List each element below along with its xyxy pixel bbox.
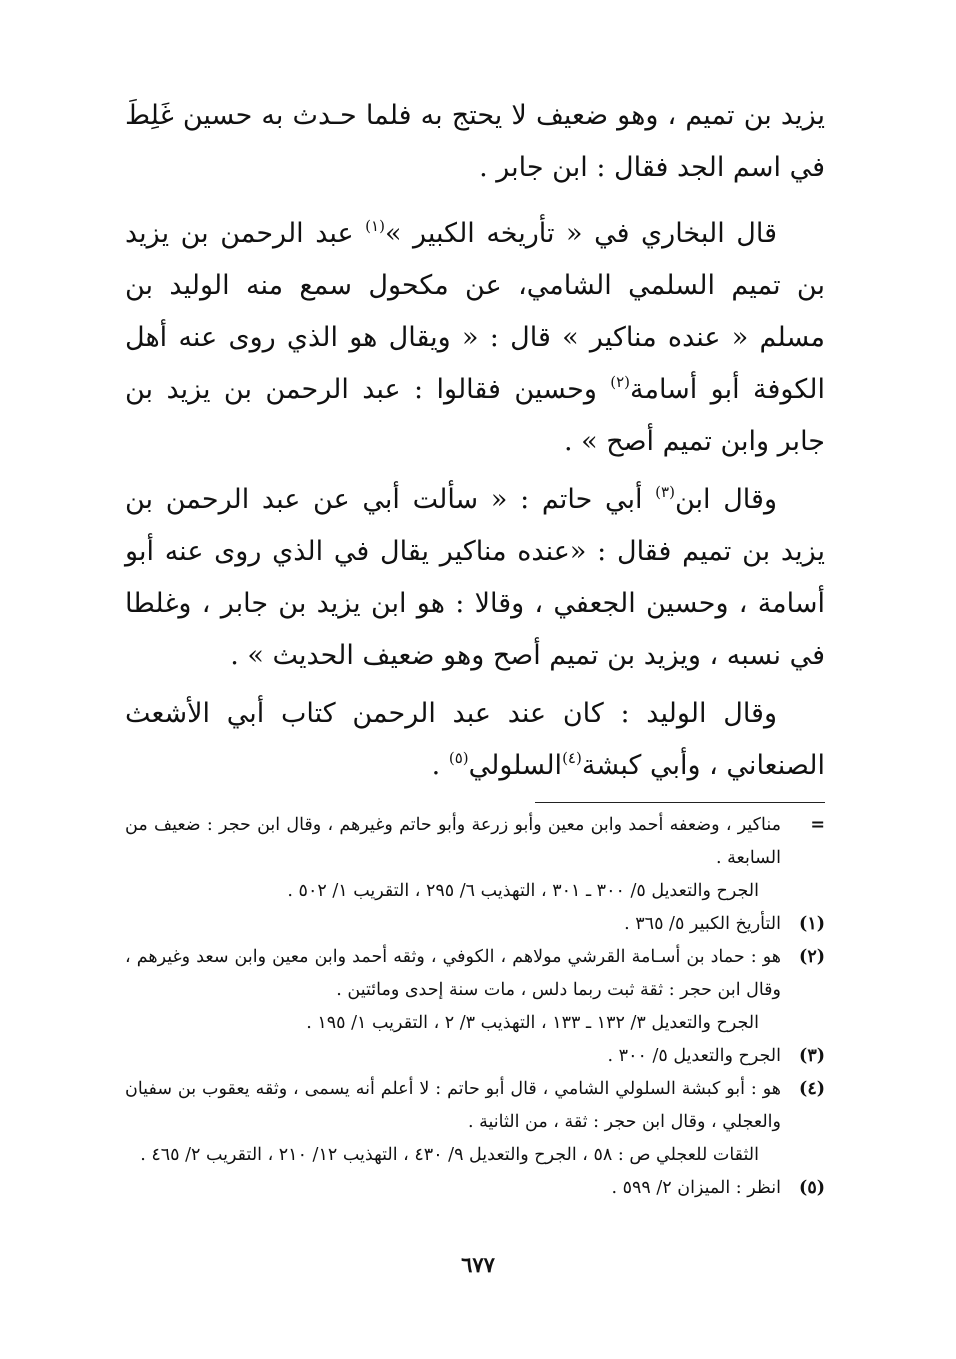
page-number: ٦٧٧ [461, 1252, 495, 1277]
footnote-text: هو : أبو كبشة السلولي الشامي ، قال أبو حاتم : لا أعلم أنه يسمى ، وثقه يعقوب بن سفيان والعجلي ، وقال ابن حجر : ثقة ، من الثانية . [125, 1079, 781, 1132]
footnote-source: الجرح والتعديل ٣/ ١٣٢ ـ ١٣٣ ، التهذيب ٣/ ٢ ، التقريب ١/ ١٩٥ . [306, 1013, 759, 1033]
footnote-continued [125, 809, 825, 908]
paragraph-3 [125, 474, 825, 682]
paragraph-1-text: يزيد بن تميم ، وهو ضعيف لا يحتج به فلما حـدث به حسين غَلِطَ في اسم الجد فقال : ابن جابر . [125, 100, 825, 183]
paragraph-4-part-a: وقال الوليد : كان عند عبد الرحمن كتاب أبي الأشعث الصنعاني ، وأبي كبشة [125, 698, 825, 781]
footnote-marker: = [810, 815, 825, 835]
footnote-text: انظر : الميزان ٢/ ٥٩٩ . [611, 1178, 781, 1198]
paragraph-4 [125, 688, 825, 792]
paragraph-2 [125, 208, 825, 468]
footnote-marker: (٣) [799, 1046, 825, 1066]
paragraph-4-part-b: السلولي [468, 750, 563, 781]
footnote-body [125, 1073, 781, 1172]
footnote-source: الجرح والتعديل ٥/ ٣٠٠ ـ ٣٠١ ، التهذيب ٦/ ٢٩٥ ، التقريب ١/ ٥٠٢ . [287, 881, 759, 901]
page-body [125, 90, 825, 1205]
footnote-body [125, 1172, 781, 1205]
footnote-marker: (١) [799, 914, 825, 934]
footnote-2 [125, 941, 825, 1040]
footnote-4 [125, 1073, 825, 1172]
footnote-body [125, 809, 781, 908]
paragraph-3-part-b: أبي حاتم : « سألت أبي عن عبد الرحمن بن يزيد بن تميم فقال : «عنده مناكير يقال في الذي روى عنه أبو أسامة ، وحسين الجعفي ، وقالا : هو ابن يزيد بن جابر ، وغلطا في نسبه ، ويزيد بن تميم أصح وهو ضعيف الحديث » . [125, 484, 825, 671]
footnote-text: مناكير ، وضعفه أحمد وابن معين وأبو زرعة وأبو حاتم وغيرهم ، وقال ابن حجر : ضعيف من السابعة . [125, 815, 781, 868]
footnote-5 [125, 1172, 825, 1205]
footnote-1 [125, 908, 825, 941]
footnote-body [125, 941, 781, 1040]
paragraph-4-part-c: . [431, 750, 449, 781]
footnote-ref-4[interactable]: (٤) [562, 749, 582, 767]
footnote-separator-wrap [125, 792, 825, 809]
footnote-body [125, 1040, 781, 1073]
footnotes-list [125, 809, 825, 1205]
footnote-text: التأريخ الكبير ٥/ ٣٦٥ . [624, 914, 781, 934]
paragraph-3-part-a: وقال ابن [674, 484, 777, 515]
footnote-ref-1[interactable]: (١) [365, 217, 385, 235]
footnote-ref-3[interactable]: (٣) [655, 483, 675, 501]
footnote-source: الثقات للعجلي ص : ٥٨ ، الجرح والتعديل ٩/ ٤٣٠ ، التهذيب ١٢/ ٢١٠ ، التقريب ٢/ ٤٦٥ . [140, 1145, 759, 1165]
footnote-marker: (٢) [799, 947, 825, 967]
footnote-text: الجرح والتعديل ٥/ ٣٠٠ . [607, 1046, 781, 1066]
footnote-3 [125, 1040, 825, 1073]
paragraph-2-part-c: وحسين فقالوا : عبد الرحمن بن يزيد بن جابر وابن تميم أصح » . [125, 374, 825, 457]
paragraph-2-part-b: عبد الرحمن بن يزيد بن تميم السلمي الشامي، عن مكحول سمع منه الوليد بن مسلم « عنده مناكير » قال : « ويقال هو الذي روى عنه أهل الكوفة أبو أسامة [125, 218, 825, 405]
footnote-separator [535, 802, 825, 803]
footnote-ref-5[interactable]: (٥) [448, 749, 469, 767]
paragraph-1 [125, 90, 825, 194]
paragraph-2-part-a: قال البخاري في « تأريخه الكبير » [384, 218, 777, 249]
footnote-body [125, 908, 781, 941]
footnote-marker: (٥) [799, 1178, 825, 1198]
footnote-ref-2[interactable]: (٢) [610, 373, 631, 391]
footnote-text: هو : حماد بن أسـامة القرشي مولاهم ، الكوفي ، وثقه أحمد وابن معين وابن سعد وغيرهم ، وقال ابن حجر : ثقة ثبت ربما دلس ، مات سنة إحدى ومائتين . [125, 947, 781, 1000]
footnote-marker: (٤) [799, 1079, 825, 1099]
